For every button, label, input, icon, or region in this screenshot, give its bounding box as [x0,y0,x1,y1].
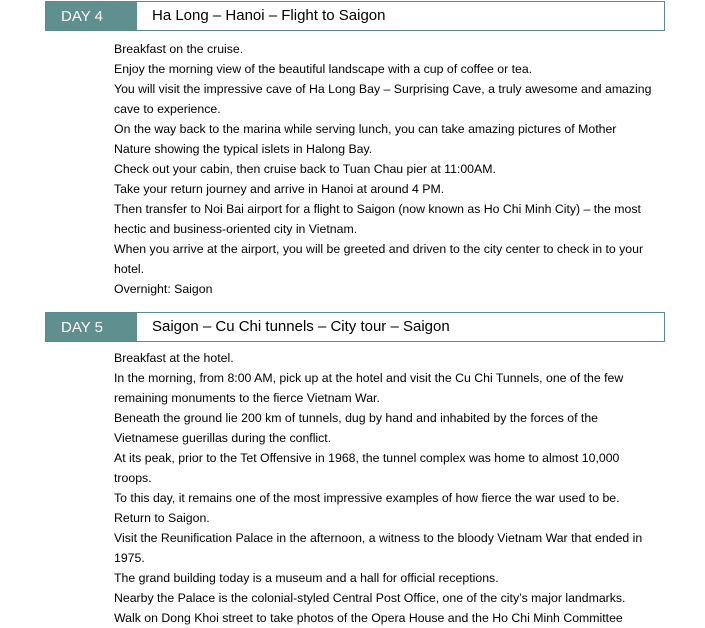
description-line: Check out your cabin, then cruise back to Tuan Chau pier at 11:00AM. [114,162,496,176]
description-line: At its peak, prior to the Tet Offensive in 1968, the tunnel complex was home to almost 10,000 [114,451,620,465]
description-line: hotel. [114,262,145,276]
description-line: To this day, it remains one of the most impressive examples of how fierce the war used to be. [114,491,620,505]
description-line: Vietnamese guerillas during the conflict. [114,431,332,445]
description-line: cave to experience. [114,102,221,116]
day-5-title: Saigon – Cu Chi tunnels – City tour – Saigon [137,313,664,341]
description-line: Nearby the Palace is the colonial-styled Central Post Office, one of the city’s major landmarks. [114,591,626,605]
day-5-tab: DAY 5 [46,313,137,341]
day-4-section [45,1,665,299]
day-4-description [114,39,669,299]
description-line: You will visit the impressive cave of Ha Long Bay – Surprising Cave, a truly awesome and amazing [114,82,652,96]
day-5-description [114,348,669,628]
description-line: Walk on Dong Khoi street to take photos of the Opera House and the Ho Chi Minh Committee [114,611,623,625]
day-4-tab: DAY 4 [46,2,137,30]
description-line: When you arrive at the airport, you will be greeted and driven to the city center to check in to your [114,242,644,256]
description-line: The grand building today is a museum and a hall for official receptions. [114,571,499,585]
day-4-header [45,1,665,31]
description-line: Nature showing the typical islets in Halong Bay. [114,142,373,156]
description-line: Return to Saigon. [114,511,210,525]
description-line: In the morning, from 8:00 AM, pick up at the hotel and visit the Cu Chi Tunnels, one of the few [114,371,624,385]
description-line: Breakfast at the hotel. [114,351,234,365]
description-line: troops. [114,471,152,485]
description-line: Overnight: Saigon [114,282,213,296]
description-line: 1975. [114,551,145,565]
description-line: Beneath the ground lie 200 km of tunnels, dug by hand and inhabited by the forces of the [114,411,599,425]
description-line: Then transfer to Noi Bai airport for a flight to Saigon (now known as Ho Chi Minh City) – the most [114,202,641,216]
description-line: remaining monuments to the fierce Vietnam War. [114,391,380,405]
day-5-header [45,312,665,342]
description-line: Breakfast on the cruise. [114,42,244,56]
description-line: Enjoy the morning view of the beautiful landscape with a cup of coffee or tea. [114,62,533,76]
day-4-title: Ha Long – Hanoi – Flight to Saigon [137,2,664,30]
description-line: hectic and business-oriented city in Vietnam. [114,222,358,236]
description-line: Visit the Reunification Palace in the afternoon, a witness to the bloody Vietnam War that ended in [114,531,643,545]
description-line: On the way back to the marina while serving lunch, you can take amazing pictures of Mother [114,122,617,136]
description-line: Take your return journey and arrive in Hanoi at around 4 PM. [114,182,445,196]
day-5-section [45,312,665,628]
